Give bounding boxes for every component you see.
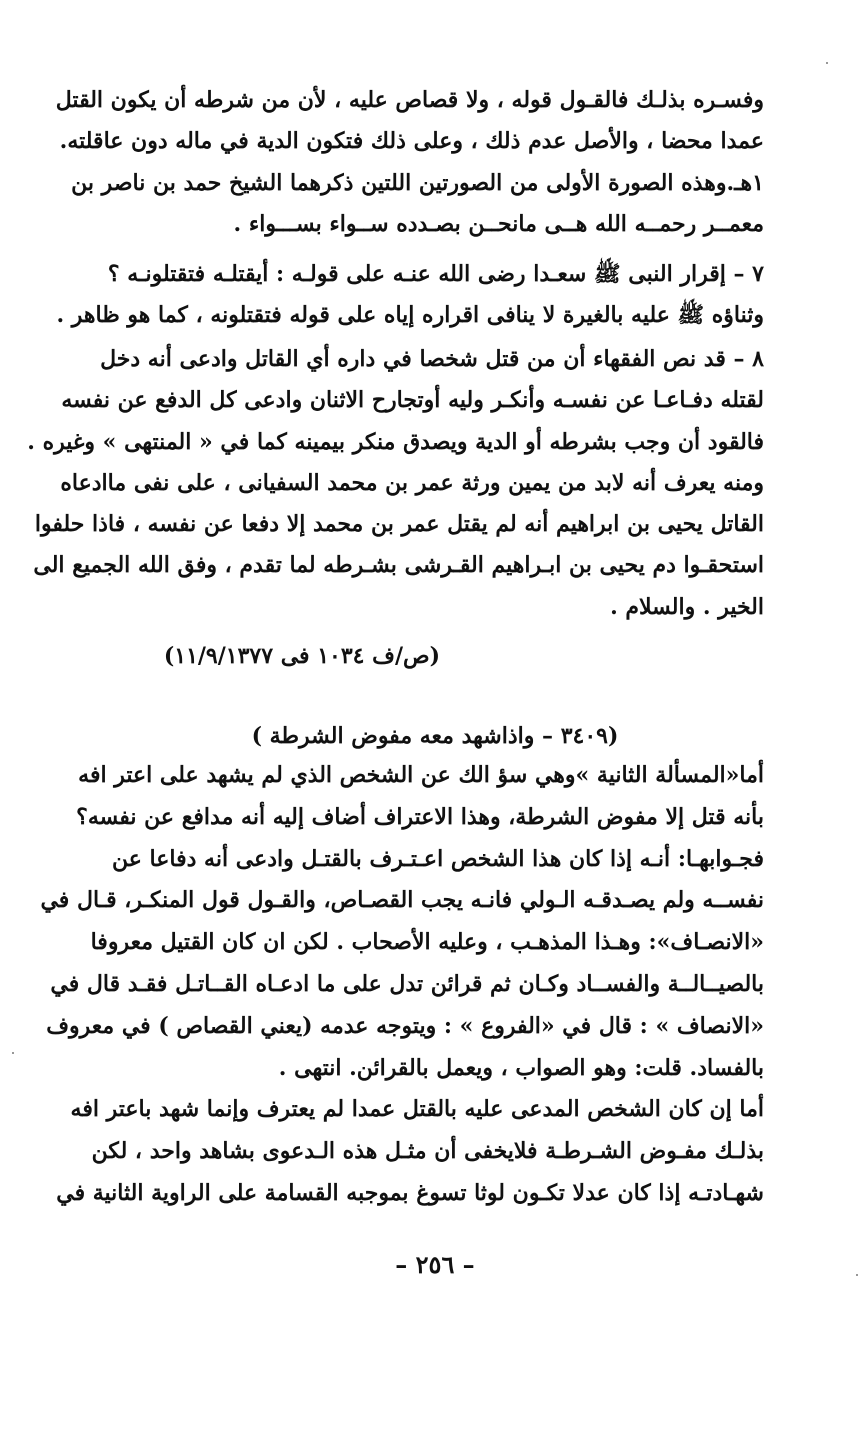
section-heading: (٣٤٠٩ – واذاشهد معه مفوض الشرطة ) bbox=[251, 723, 619, 749]
text-line: ومنه يعرف أنه لابد من يمين ورثة عمر بن محمد السفيانى ، على نفى ماادعاه bbox=[60, 469, 764, 496]
text-line: لقتله دفـاعـا عن نفسـه وأنكـر وليه أوتجارح الاثنان وادعى كل الدفع عن نفسه bbox=[61, 387, 764, 414]
text-line: وفسـره بذلـك فالقـول قوله ، ولا قصاص عليه ، لأن من شرطه أن يكون القتل bbox=[55, 87, 764, 113]
scan-speck bbox=[12, 1052, 14, 1054]
text-line: عمدا محضا ، والأصل عدم ذلك ، وعلى ذلك فتكون الدية في ماله دون عاقلته. bbox=[59, 128, 764, 155]
text-line: شهـادتـه إذا كان عدلا تكـون لوثا تسوغ بموجبه القسامة على الراوية الثانية في bbox=[56, 1179, 764, 1206]
text-line: بالفساد. قلت: وهو الصواب ، ويعمل بالقرائن. انتهى . bbox=[278, 1054, 764, 1081]
text-line: أما إن كان الشخص المدعى عليه بالقتل عمدا لم يعترف وإنما شهد باعتر افه bbox=[70, 1096, 764, 1123]
text-line: أما«المسألة الثانية »وهي سؤ الك عن الشخص الذي لم يشهد على اعتر افه bbox=[78, 762, 764, 788]
text-line: «الانصاف » : قال في «الفروع » : ويتوجه عدمه (يعني القصاص ) في معروف bbox=[46, 1012, 764, 1039]
scan-speck bbox=[826, 62, 828, 64]
text-line: القاتل يحيى بن ابراهيم أنه لم يقتل عمر بن محمد إلا دفعا عن نفسه ، فاذا حلفوا bbox=[34, 511, 764, 538]
text-block-item-8 bbox=[27, 339, 764, 628]
text-line: فجـوابهـا: أنـه إذا كان هذا الشخص اعـتـرف بالقتـل وادعى أنه دفاعا عن bbox=[112, 845, 764, 872]
text-line: بالصيــالــة والفســاد وكـان ثم قرائن تدل على ما ادعـاه القــاتـل فقـد قال في bbox=[50, 970, 764, 997]
scan-speck bbox=[856, 1274, 858, 1276]
text-line: ١هـ.وهذه الصورة الأولى من الصورتين اللتين ذكرهما الشيخ حمد بن ناصر بن bbox=[71, 169, 764, 196]
text-line: ٧ – إقرار النبى ﷺ سعـدا رضى الله عنـه على قولـه : أيقتلـه فتقتلونـه ؟ bbox=[107, 261, 764, 287]
text-line: وثناؤه ﷺ عليه بالغيرة لا ينافى اقراره إياه على قوله فتقتلونه ، كما هو ظاهر . bbox=[56, 302, 764, 329]
text-line: «الانصـاف»: وهـذا المذهـب ، وعليه الأصحاب . لكن ان كان القتيل معروفا bbox=[90, 929, 764, 956]
text-line: ٨ – قد نص الفقهاء أن من قتل شخصا في داره أي القاتل وادعى أنه دخل bbox=[100, 346, 764, 372]
text-line: استحقـوا دم يحيى بن ابـراهيم القـرشى بشـرطه لما تقدم ، وفق الله الجميع الى bbox=[33, 552, 764, 579]
text-line: بذلـك مفـوض الشـرطـة فلايخفى أن مثـل هذه الـدعوى بشاهد واحد ، لكن bbox=[91, 1138, 764, 1165]
text-block-top bbox=[55, 80, 764, 245]
text-block-item-7 bbox=[56, 254, 764, 337]
text-block-bottom bbox=[40, 755, 764, 1215]
text-line: معمــر رحمــه الله هــى مانحــن بصـدده ســواء بســـواء . bbox=[233, 210, 764, 237]
text-line: فالقود أن وجب بشرطه أو الدية ويصدق منكر بيمينه كما في « المنتهى » وغيره . bbox=[27, 428, 764, 455]
text-line: نفســه ولم يصـدقـه الـولي فانـه يجب القصـاص، والقـول قول المنكـر، قـال في bbox=[40, 887, 764, 914]
text-line: بأنه قتل إلا مفوض الشرطة، وهذا الاعتراف أضاف إليه أنه مدافع عن نفسه؟ bbox=[76, 803, 764, 830]
document-reference: (ص/ف ١٠٣٤ فى ١١/٩/١٣٧٧) bbox=[163, 643, 440, 669]
page-number: – ٢٥٦ – bbox=[395, 1250, 475, 1279]
text-line: الخير . والسلام . bbox=[610, 593, 764, 620]
